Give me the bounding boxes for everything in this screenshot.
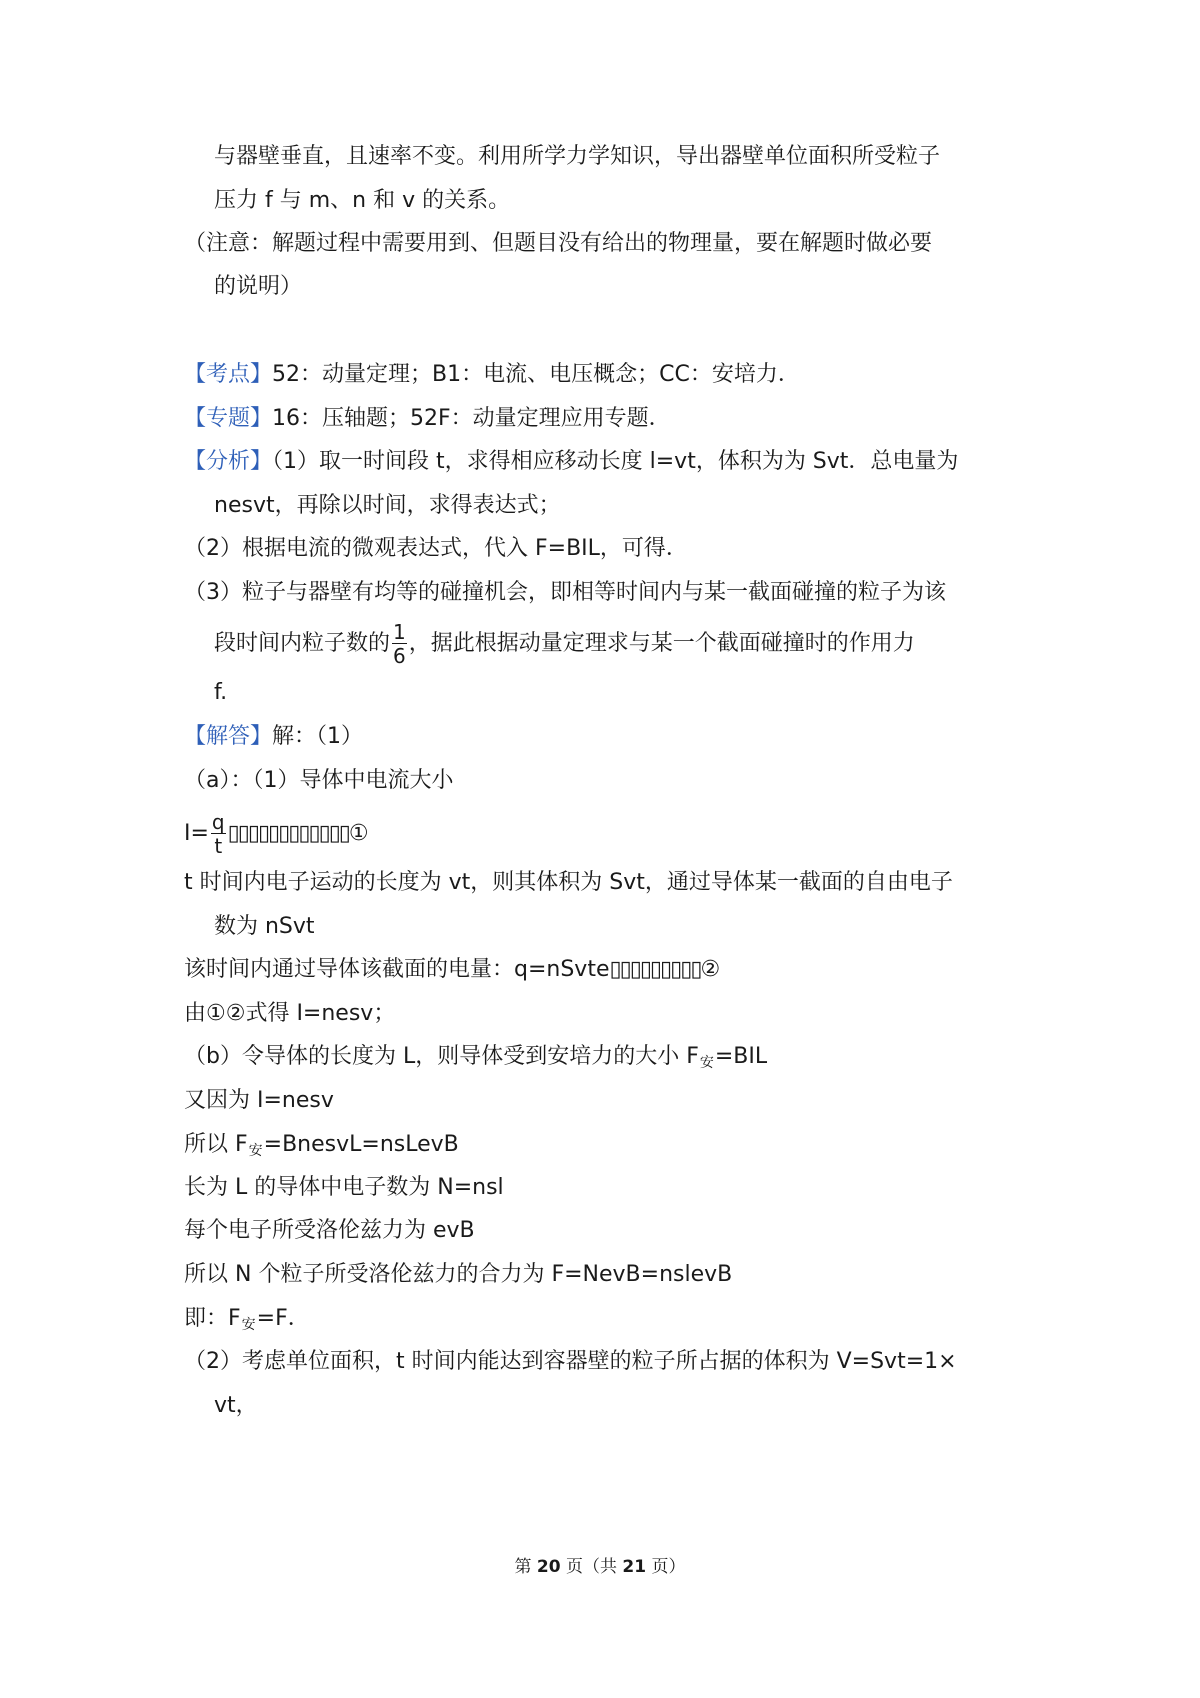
fenxi-line — [184, 447, 958, 477]
fenxi-text: nesvt，再除以时间，求得表达式； — [214, 493, 561, 518]
jieda-charge-line — [184, 955, 720, 985]
footer-text: 页） — [646, 1557, 686, 1577]
equation-current — [184, 812, 369, 856]
jieda-line — [184, 722, 363, 752]
kaodian-tag: 【考点】 — [184, 362, 273, 387]
fenxi-text: （3）粒子与器壁有均等的碰撞机会，即相等时间内与某一截面碰撞的粒子为该 — [184, 580, 946, 605]
equation-label: ① — [348, 821, 369, 846]
fraction-numerator: 1 — [393, 620, 406, 644]
jieda-force-line — [184, 1130, 459, 1162]
placeholder-glyphs: ▯▯▯▯▯▯▯▯▯▯▯▯ — [227, 821, 349, 846]
fenxi-text: 段时间内粒子数的 — [214, 631, 391, 656]
jieda-text: （b）令导体的长度为 L，则导体受到安培力的大小 F — [184, 1044, 699, 1069]
jieda-text: （a）：（1）导体中电流大小 — [184, 768, 454, 793]
page-number: 20 — [536, 1557, 561, 1577]
jieda-text: 即：F — [184, 1306, 241, 1331]
question-text: 与器壁垂直，且速率不变。利用所学力学知识，导出器壁单位面积所受粒子 — [214, 144, 941, 169]
equation-text: I= — [184, 821, 209, 846]
jieda-text: 每个电子所受洛伦兹力为 evB — [184, 1218, 475, 1243]
equation-label: ② — [700, 957, 721, 982]
jieda-text: 由①②式得 I=nesv； — [184, 1001, 396, 1026]
jieda-text: 所以 N 个粒子所受洛伦兹力的合力为 F=NevB=nslevB — [184, 1262, 733, 1287]
jieda-text: vt， — [214, 1393, 258, 1418]
jieda-text: 长为 L 的导体中电子数为 N=nsl — [184, 1175, 504, 1200]
jieda-text: 数为 nSvt — [214, 914, 315, 939]
question-note: （注意：解题过程中需要用到、但题目没有给出的物理量，要在解题时做必要 — [184, 231, 933, 256]
fraction-denominator: 6 — [393, 644, 406, 668]
subscript: 安 — [699, 1055, 714, 1071]
fraction-denominator: t — [214, 834, 223, 858]
zhuanti-line — [184, 404, 671, 434]
fenxi-tag: 【分析】 — [184, 449, 273, 474]
zhuanti-tag: 【专题】 — [184, 406, 273, 431]
fenxi-text: f. — [214, 680, 228, 705]
question-text: 压力 f 与 m、n 和 v 的关系。 — [214, 188, 511, 213]
fenxi-text: （2）根据电流的微观表达式，代入 F=BIL，可得． — [184, 536, 688, 561]
jieda-text: 所以 F — [184, 1132, 248, 1157]
fenxi-text: ，据此根据动量定理求与某一个截面碰撞时的作用力 — [408, 631, 915, 656]
jieda-text: t 时间内电子运动的长度为 vt，则其体积为 Svt，通过导体某一截面的自由电子 — [184, 870, 953, 895]
jieda-text: =F． — [256, 1306, 310, 1331]
question-note: 的说明） — [214, 274, 303, 299]
fenxi-text: （1）取一时间段 t，求得相应移动长度 l=vt，体积为为 Svt．总电量为 — [272, 449, 959, 474]
jieda-force-line — [184, 1042, 767, 1074]
jieda-text: （2）考虑单位面积，t 时间内能达到容器壁的粒子所占据的体积为 V=Svt=1× — [184, 1349, 957, 1374]
jieda-text: =BIL — [714, 1044, 768, 1069]
jieda-text: 该时间内通过导体该截面的电量：q=nSvte — [184, 957, 610, 982]
subscript: 安 — [248, 1143, 263, 1159]
jieda-tag: 【解答】 — [184, 724, 273, 749]
jieda-text: 又因为 I=nesv — [184, 1088, 334, 1113]
fraction-q-over-t — [211, 812, 226, 856]
footer-text: 第 — [514, 1557, 537, 1577]
kaodian-text: 52：动量定理；B1：电流、电压概念；CC：安培力． — [272, 362, 800, 387]
placeholder-glyphs: ▯▯▯▯▯▯▯▯▯ — [609, 957, 701, 982]
total-pages: 21 — [622, 1557, 647, 1577]
jieda-text: =BnesvL=nsLevB — [263, 1132, 459, 1157]
fraction-one-sixth — [392, 622, 407, 666]
fraction-numerator: q — [211, 810, 225, 834]
subscript: 安 — [241, 1317, 256, 1333]
jieda-force-line — [184, 1304, 310, 1336]
jieda-text: 解：（1） — [272, 724, 364, 749]
footer-text: 页（共 — [560, 1557, 623, 1577]
zhuanti-text: 16：压轴题；52F：动量定理应用专题． — [272, 406, 671, 431]
page-footer — [0, 1555, 1200, 1579]
kaodian-line — [184, 360, 800, 390]
fenxi-fraction-line — [214, 622, 915, 666]
